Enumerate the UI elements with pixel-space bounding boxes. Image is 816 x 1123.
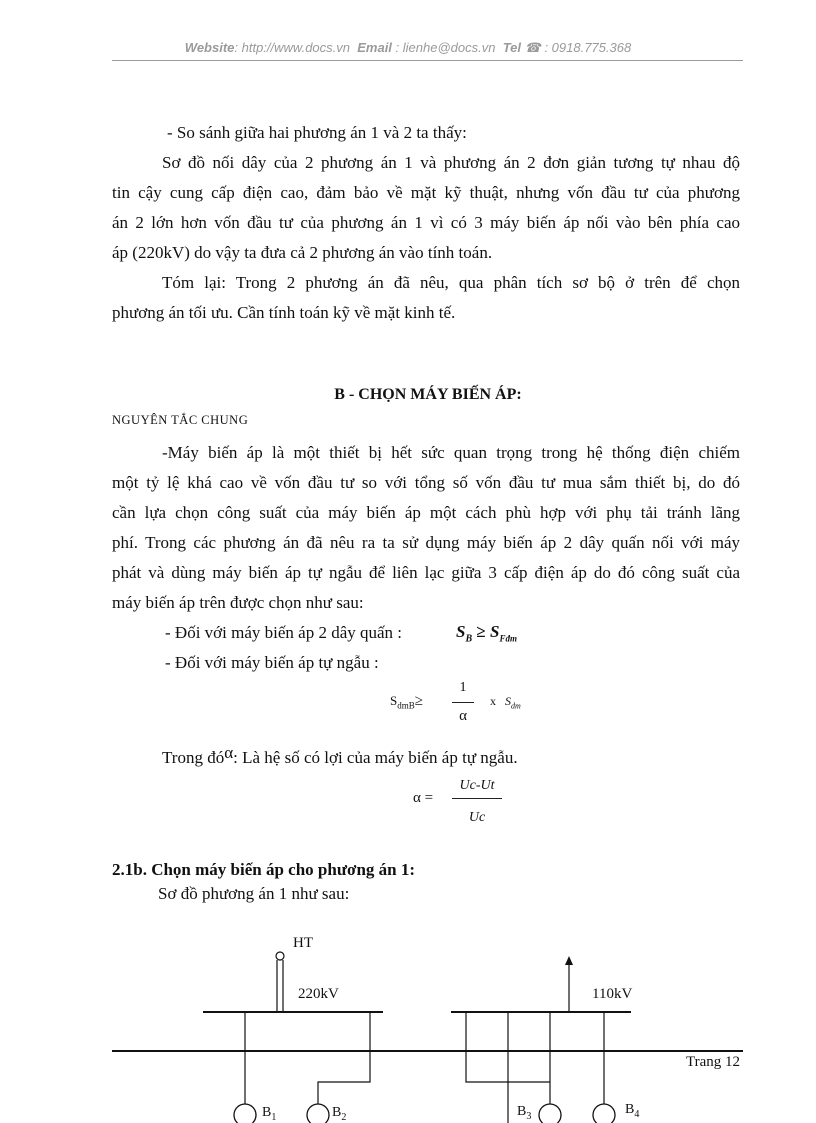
paragraph-conclusion: [112, 268, 740, 328]
alpha-def-prefix: Trong đó: [162, 748, 225, 767]
text-line: phí. Trong các phương án đã nêu ra ta sử dụng máy biến áp 2 dây quấn nối với máy: [112, 533, 740, 552]
section-title: B - CHỌN MÁY BIẾN ÁP:: [334, 386, 522, 403]
transformer-b2-icon: [307, 1104, 329, 1123]
b4-sub: 4: [634, 1109, 640, 1120]
formula2-op: ≥: [414, 693, 423, 709]
header-tel-label: Tel: [502, 40, 522, 55]
text-line: tin cậy cung cấp điện cao, đảm bảo về mặt kỹ thuật, nhưng vốn đầu tư của phương: [112, 183, 740, 202]
text-line: án 2 lớn hơn vốn đầu tư của phương án 1 vì có 3 máy biến áp nối vào bên phía cao: [112, 213, 740, 232]
ht-source-terminal: [276, 952, 284, 960]
drop-b2: [318, 1012, 370, 1105]
formula2-lhs-sub: dmB: [397, 700, 415, 711]
header-website-value: : http://www.docs.vn: [234, 40, 350, 55]
b3-letter: B: [517, 1104, 527, 1119]
text-line: phương án tối ưu. Cần tính toán kỹ về mặt kinh tế.: [112, 303, 456, 322]
formula3-denominator: Uc: [468, 810, 486, 825]
ht-label: HT: [293, 935, 313, 951]
transformer-b3-icon: [539, 1104, 561, 1123]
bullet-autotransformer: - Đối với máy biến áp tự ngẫu :: [165, 653, 379, 672]
page-header: [0, 40, 816, 56]
b4-letter: B: [625, 1102, 635, 1117]
diagram-caption: Sơ đồ phương án 1 như sau:: [158, 884, 350, 903]
alpha-definition: [162, 743, 518, 773]
header-tel-value: ☎ : 0918.775.368: [524, 40, 632, 55]
b1-sub: 1: [271, 1112, 277, 1123]
text-line: cần lựa chọn công suất của máy biến áp một cách phù hợp với phụ tải tránh lãng: [112, 503, 740, 522]
alpha-symbol: α: [224, 743, 234, 762]
bullet-two-winding: - Đối với máy biến áp 2 dây quấn :: [165, 623, 403, 642]
transformer-b1-label: [262, 1105, 276, 1123]
text-line: phát và dùng máy biến áp tự ngẫu để liên lạc giữa 3 cấp điện áp do đó công suất của: [112, 563, 740, 582]
transformer-b4-icon: [593, 1104, 615, 1123]
header-email-value: : lienhe@docs.vn: [395, 40, 496, 55]
page-number: Trang 12: [685, 1054, 740, 1070]
circuit-diagram: [0, 920, 816, 1123]
subheading-general-principle: NGUYÊN TẮC CHUNG: [112, 413, 249, 427]
header-email-label: Email: [357, 40, 392, 55]
formula3-fraction-bar: [452, 798, 502, 799]
formula3-numerator: Uc-Ut: [459, 778, 495, 793]
subsection-title: 2.1b. Chọn máy biến áp cho phương án 1:: [112, 860, 416, 879]
transformer-b4-label: [625, 1102, 639, 1120]
formula2-fraction-bar: [452, 702, 474, 703]
formula-two-winding: [456, 617, 517, 654]
transformer-b3-label: [517, 1104, 531, 1122]
paragraph-transformer-principle: [112, 438, 740, 618]
formula-op: ≥: [476, 622, 486, 641]
formula-autotransformer-lhs: [390, 693, 423, 711]
formula-lhs: S: [456, 622, 466, 641]
formula-rhs-sub: Fđm: [499, 633, 517, 644]
formula2-times: x: [490, 694, 496, 708]
b2-sub: 2: [341, 1112, 347, 1123]
text-line: máy biến áp trên được chọn như sau:: [112, 593, 364, 612]
transformer-b1-icon: [234, 1104, 256, 1123]
header-website-label: Website: [184, 40, 235, 55]
b2-letter: B: [332, 1105, 342, 1120]
formula2-numerator: 1: [459, 680, 467, 695]
paragraph-comparison: [112, 148, 740, 268]
formula2-rhs: [505, 694, 521, 710]
b1-letter: B: [262, 1105, 272, 1120]
paragraph-comparison-intro: [112, 118, 740, 148]
header-rule: [112, 60, 743, 61]
alpha-def-text: : Là hệ số có lợi của máy biến áp tự ngẫu.: [233, 748, 518, 767]
formula-rhs: S: [489, 622, 500, 641]
bus-110kv-label: 110kV: [592, 986, 633, 1002]
text-line: Tóm lại: Trong 2 phương án đã nêu, qua phân tích sơ bộ ở trên để chọn: [162, 273, 740, 292]
bus-220kv-label: 220kV: [298, 986, 339, 1002]
transformer-b2-label: [332, 1105, 346, 1123]
b3-sub: 3: [526, 1111, 532, 1122]
text-line: -Máy biến áp là một thiết bị hết sức quan trọng trong hệ thống điện chiếm: [162, 443, 740, 462]
text-line: - So sánh giữa hai phương án 1 và 2 ta thấy:: [167, 123, 467, 142]
formula2-lhs: S: [390, 693, 398, 708]
text-line: áp (220kV) do vậy ta đưa cả 2 phương án vào tính toán.: [112, 243, 493, 262]
text-line: một tỷ lệ khá cao về vốn đầu tư so với tổng số vốn đầu tư mua sắm thiết bị, do đó: [112, 473, 740, 492]
load-arrow-icon: [565, 956, 573, 965]
text-line: Sơ đồ nối dây của 2 phương án 1 và phương án 2 đơn giản tương tự nhau độ: [162, 153, 740, 172]
formula3-lhs: α =: [413, 790, 434, 806]
formula2-rhs-sub: dm: [511, 701, 521, 711]
formula2-denominator: α: [459, 708, 467, 724]
formula-lhs-sub: B: [465, 633, 473, 645]
formula2-rhs-s: S: [505, 694, 511, 708]
